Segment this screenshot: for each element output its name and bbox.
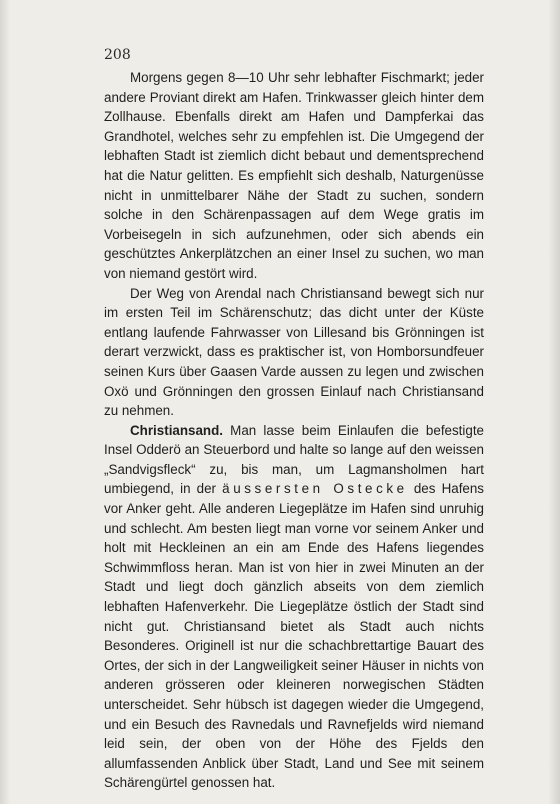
section-heading-christiansand: Christiansand. — [130, 422, 224, 438]
paragraph-fish-market: Morgens gegen 8—10 Uhr sehr lebhafter Fischmarkt; jeder andere Proviant direkt am Hafen. Trinkwasser gleich hinter dem Zollhause. Ebenfalls direkt am Hafen und Dampferkai das Grandhotel, welches sehr zu empfehlen ist. Die Umgegend der lebhaften Stadt ist ziemlich dicht bebaut und dementsprechend hat die Natur gelitten. Es empfiehlt sich deshalb, Naturgenüsse nicht in unmittelbarer Nähe der Stadt zu suchen, sondern solche in den Schärenpassagen auf dem Wege gratis im Vorbeisegeln in sich aufzunehmen, oder sich abends ein geschütztes Ankerplätzchen an einer Insel zu suchen, wo man von niemand gestört wird. — [104, 70, 484, 281]
page-right-edge — [548, 0, 560, 804]
page-left-edge — [0, 0, 10, 804]
paragraph-route-arendal-christiansand: Der Weg von Arendal nach Christiansand bewegt sich nur im ersten Teil im Schärenschutz; das dicht unter der Küste entlang laufende Fahrwasser von Lillesand bis Grönningen ist derart verzwickt, dass es praktischer ist, von Homborsundfeuer seinen Kurs über Gaasen Varde aussen zu legen und zwischen Oxö und Grönningen den grossen Einlauf nach Christiansand zu nehmen. — [104, 285, 484, 419]
body-text — [104, 68, 484, 793]
paragraph-text-part-2: des Hafens vor Anker geht. Alle anderen Liegeplätze im Hafen sind unruhig und schlecht. Am besten liegt man vorne vor seinem Anker und holt mit Heckleinen an ein am Ende des Hafens liegendes Schwimmfloss heran. Man ist von hier in zwei Minuten an der Stadt und liegt doch gänzlich abseits von dem ziemlich lebhaften Hafenverkehr. Die Liegeplätze östlich der Stadt sind nicht gut. Christiansand bietet als Stadt auch nichts Besonderes. Originell ist nur die schachbrettartige Bauart des Ortes, der sich in der Langweiligkeit seiner Häuser in nichts von anderen grösseren oder kleineren norwegischen Städten unterscheidet. Sehr hübsch ist dagegen wieder die Umgegend, und ein Besuch des Ravnedals und Ravnefjelds wird niemand leid sein, der oben von der Höhe des Fjelds den allumfassenden Anblick über Stadt, Land und See mit seinem Schärengürtel genossen hat. — [104, 481, 484, 791]
paragraph-text-part-1: Man lasse beim Einlaufen die befestigte Insel Odderö an Steuerbord und halte so lange auf den weissen „Sandvigsfleck“ zu, bis man, um Lagmansholmen hart umbiegend, in der — [104, 422, 484, 497]
paragraph-christiansand — [104, 421, 484, 793]
page-number: 208 — [104, 47, 131, 63]
emphasized-spaced-text: äussersten Ostecke — [222, 481, 408, 497]
